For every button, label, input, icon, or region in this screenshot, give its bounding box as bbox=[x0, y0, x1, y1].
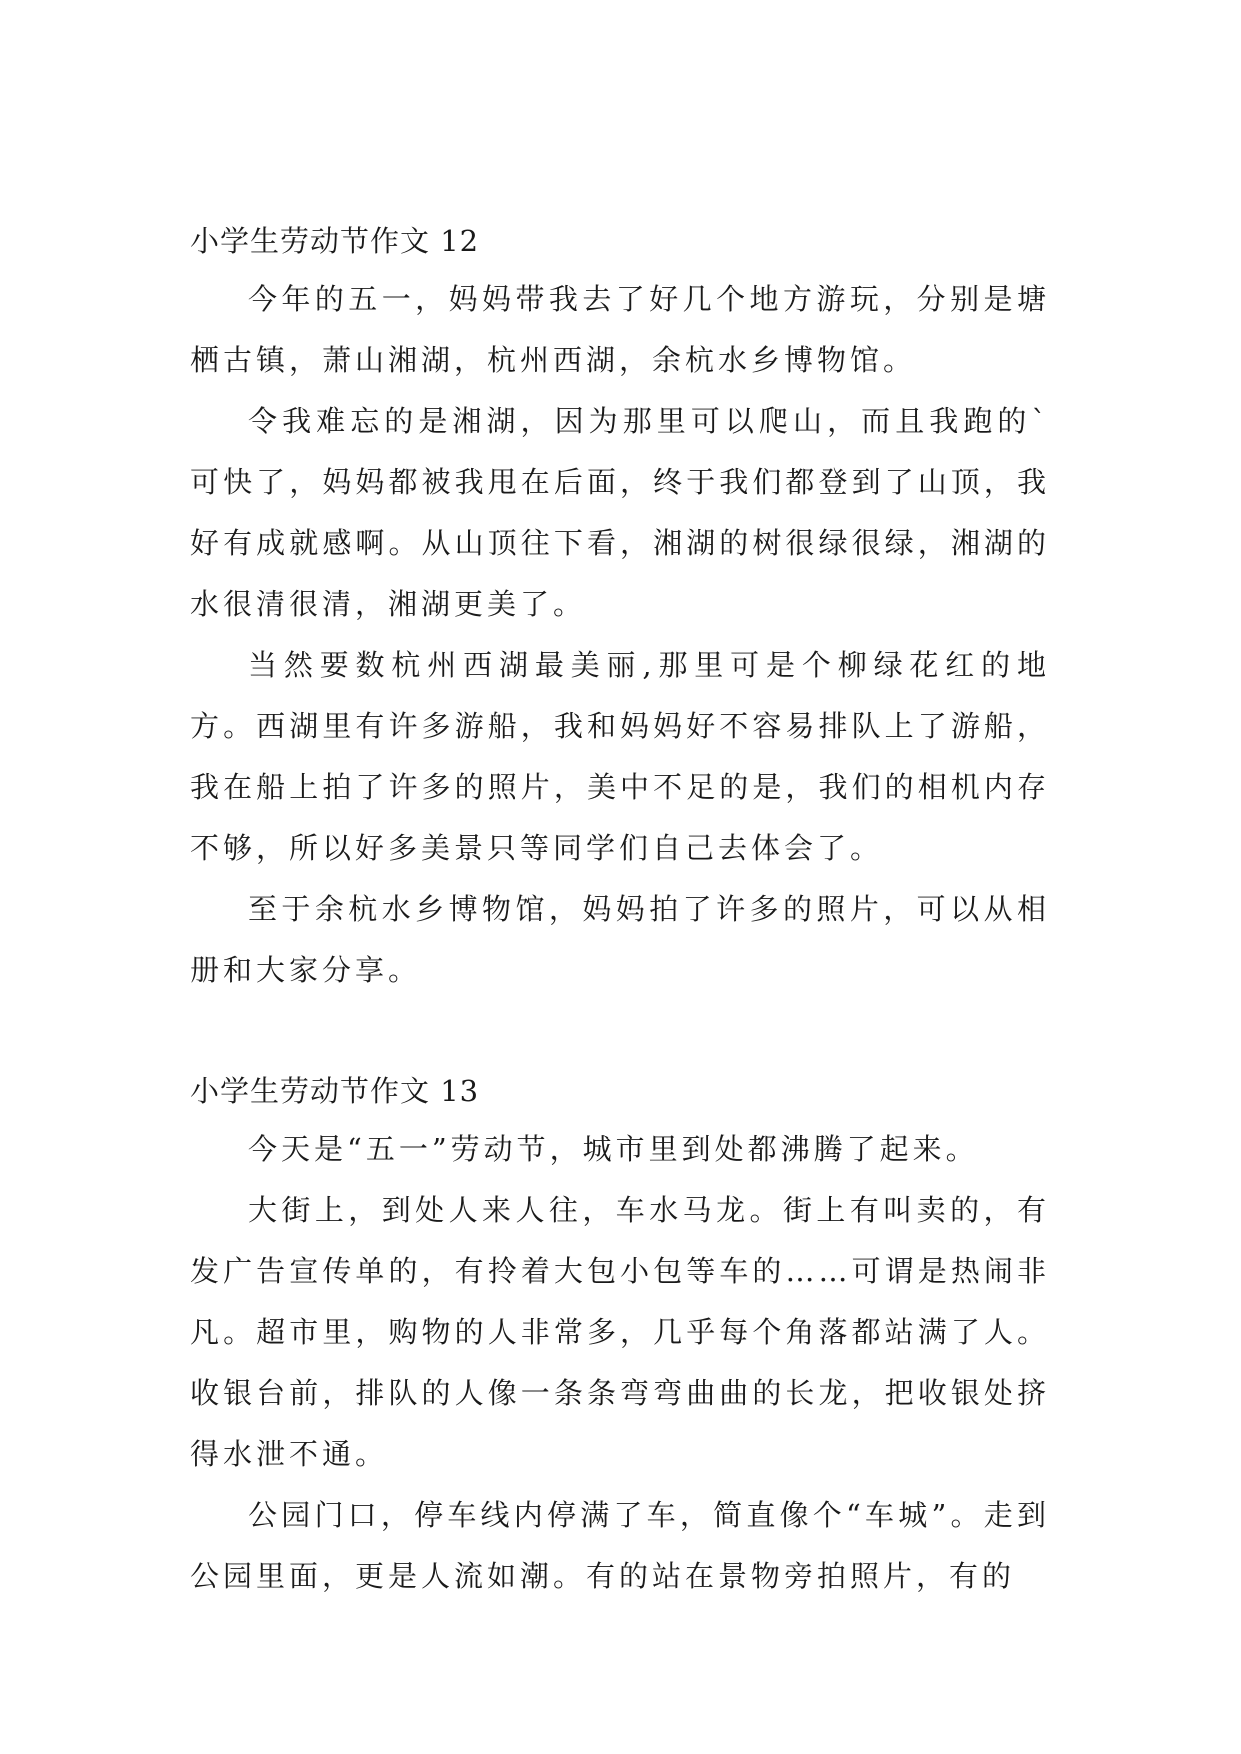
essay-paragraph: 今年的五一，妈妈带我去了好几个地方游玩，分别是塘栖古镇，萧山湘湖，杭州西湖，余杭水乡博物馆。 bbox=[190, 282, 1050, 377]
essay-title: 小学生劳动节作文 13 bbox=[190, 1074, 480, 1108]
essay-13 bbox=[190, 1063, 1050, 1607]
essay-12 bbox=[190, 213, 1050, 1001]
essay-paragraph: 大街上，到处人来人往，车水马龙。街上有叫卖的，有发广告宣传单的，有拎着大包小包等车的……可谓是热闹非凡。超市里，购物的人非常多，几乎每个角落都站满了人。收银台前，排队的人像一条条弯弯曲曲的长龙，把收银处挤得水泄不通。 bbox=[190, 1193, 1050, 1471]
essay-paragraph: 至于余杭水乡博物馆，妈妈拍了许多的照片，可以从相册和大家分享。 bbox=[190, 892, 1050, 987]
essay-paragraph: 今天是“五一”劳动节，城市里到处都沸腾了起来。 bbox=[248, 1132, 979, 1166]
document-page bbox=[190, 213, 1050, 1607]
essay-paragraph: 当然要数杭州西湖最美丽,那里可是个柳绿花红的地方。西湖里有许多游船，我和妈妈好不容易排队上了游船，我在船上拍了许多的照片，美中不足的是，我们的相机内存不够，所以好多美景只等同学们自己去体会了。 bbox=[190, 648, 1050, 865]
section-spacer bbox=[190, 1001, 1050, 1063]
essay-paragraph: 公园门口，停车线内停满了车，简直像个“车城”。走到公园里面，更是人流如潮。有的站在景物旁拍照片，有的 bbox=[190, 1498, 1050, 1593]
essay-paragraph: 令我难忘的是湘湖，因为那里可以爬山，而且我跑的`可快了，妈妈都被我甩在后面，终于我们都登到了山顶，我好有成就感啊。从山顶往下看，湘湖的树很绿很绿，湘湖的水很清很清，湘湖更美了。 bbox=[190, 404, 1050, 621]
essay-title: 小学生劳动节作文 12 bbox=[190, 224, 480, 258]
